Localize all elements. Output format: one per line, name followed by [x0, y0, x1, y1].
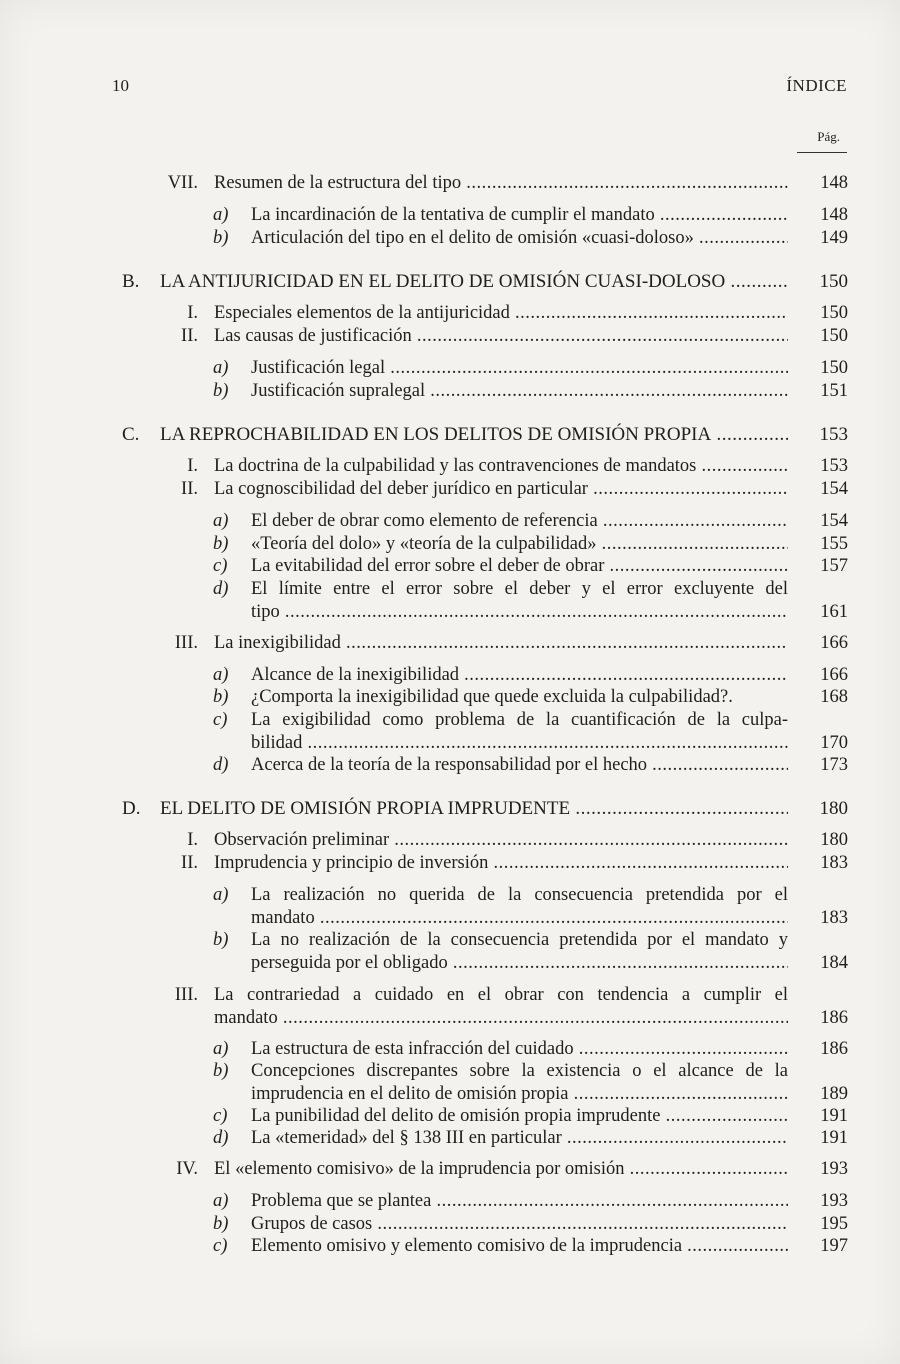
- toc-entry: [251, 601, 848, 624]
- entry-page-number: 180: [820, 830, 848, 850]
- entry-page-number: 183: [820, 853, 848, 873]
- entry-label: a): [213, 665, 229, 685]
- toc-entry: [251, 204, 848, 227]
- entry-text: LA ANTIJURICIDAD EN EL DELITO DE OMISIÓN CUASI-DOLOSO .....: [160, 270, 788, 293]
- entry-page-number: 184: [820, 953, 848, 973]
- entry-text: La inexigibilidad .....: [214, 632, 788, 655]
- toc-entry: [214, 1007, 848, 1030]
- toc-entry: [251, 357, 848, 380]
- entry-label: VII.: [167, 173, 198, 193]
- toc-entry: [251, 732, 848, 755]
- entry-page-number: 161: [820, 602, 848, 622]
- toc-entry: [160, 797, 848, 820]
- entry-label: d): [213, 755, 229, 775]
- entry-text: La incardinación de la tentativa de cumplir el mandato .....: [251, 204, 788, 227]
- entry-text-continuation: bilidad .....: [251, 732, 788, 755]
- toc-entry: [251, 686, 848, 709]
- entry-text: El límite entre el error sobre el deber y el error excluyente del: [251, 579, 788, 599]
- toc-entry: [214, 455, 848, 478]
- entry-text: ¿Comporta la inexigibilidad que quede excluida la culpabilidad?.: [251, 687, 733, 707]
- entry-page-number: 186: [820, 1008, 848, 1028]
- toc-entry: [251, 380, 848, 403]
- toc-entry: [251, 555, 848, 578]
- toc-entry: [251, 664, 848, 687]
- toc-entry: [214, 478, 848, 501]
- pag-label: Pág.: [817, 129, 840, 144]
- entry-label: b): [213, 228, 229, 248]
- toc-entry: [251, 227, 848, 250]
- entry-text: La doctrina de la culpabilidad y las contravenciones de mandatos .....: [214, 455, 788, 478]
- entry-label: b): [213, 534, 229, 554]
- entry-text-continuation: mandato .....: [251, 907, 788, 930]
- entry-text-continuation: imprudencia en el delito de omisión propia .....: [251, 1083, 788, 1106]
- toc-entry: [214, 325, 848, 348]
- toc-entry: [214, 302, 848, 325]
- entry-text-continuation: tipo .....: [251, 601, 788, 624]
- entry-text: Especiales elementos de la antijuricidad .....: [214, 302, 788, 325]
- entry-label: b): [213, 1061, 229, 1081]
- toc-entry: [251, 1105, 848, 1128]
- toc-entry: [251, 1127, 848, 1150]
- toc-entry: [214, 172, 848, 195]
- entry-text: La exigibilidad como problema de la cuantificación de la culpa-: [251, 710, 788, 730]
- entry-page-number: 151: [820, 381, 848, 401]
- entry-page-number: 191: [820, 1106, 848, 1126]
- entry-text: Observación preliminar .....: [214, 829, 788, 852]
- entry-label: III.: [174, 985, 198, 1005]
- entry-label: I.: [187, 303, 198, 323]
- entry-label: b): [213, 687, 229, 707]
- entry-text: Justificación supralegal .....: [251, 380, 788, 403]
- entry-label: a): [213, 205, 229, 225]
- entry-text: El deber de obrar como elemento de referencia .....: [251, 510, 788, 533]
- entry-text-continuation: mandato .....: [214, 1007, 788, 1030]
- toc-entry: [214, 1158, 848, 1181]
- entry-page-number: 153: [820, 456, 848, 476]
- entry-text: Acerca de la teoría de la responsabilidad por el hecho .....: [251, 754, 788, 777]
- entry-text: Las causas de justificación .....: [214, 325, 788, 348]
- entry-page-number: 153: [819, 424, 848, 445]
- entry-page-number: 148: [820, 205, 848, 225]
- entry-text: EL DELITO DE OMISIÓN PROPIA IMPRUDENTE .....: [160, 797, 788, 820]
- entry-label: d): [213, 1128, 229, 1148]
- entry-page-number: 150: [819, 271, 848, 292]
- entry-page-number: 166: [820, 665, 848, 685]
- entry-label: I.: [187, 456, 198, 476]
- entry-page-number: 191: [820, 1128, 848, 1148]
- entry-label: III.: [174, 633, 198, 653]
- entry-text: La contrariedad a cuidado en el obrar con tendencia a cumplir el: [214, 985, 788, 1005]
- entry-text: «Teoría del dolo» y «teoría de la culpabilidad» .....: [251, 533, 788, 556]
- entry-page-number: 170: [820, 733, 848, 753]
- entry-text: Alcance de la inexigibilidad .....: [251, 664, 788, 687]
- entry-label: d): [213, 579, 229, 599]
- entry-text: Resumen de la estructura del tipo .....: [214, 172, 788, 195]
- entry-text: La evitabilidad del error sobre el deber de obrar .....: [251, 555, 788, 578]
- entry-label: a): [213, 358, 229, 378]
- toc-entry: [251, 1190, 848, 1213]
- entry-text: Imprudencia y principio de inversión .....: [214, 852, 788, 875]
- entry-page-number: 197: [820, 1236, 848, 1256]
- entry-page-number: 186: [820, 1039, 848, 1059]
- entry-text: La estructura de esta infracción del cuidado .....: [251, 1038, 788, 1061]
- entry-page-number: 180: [819, 798, 848, 819]
- entry-page-number: 149: [820, 228, 848, 248]
- toc-entry: [251, 754, 848, 777]
- entry-text: La realización no querida de la consecuencia pretendida por el: [251, 885, 788, 905]
- entry-page-number: 150: [820, 326, 848, 346]
- toc-entry: [251, 1235, 848, 1258]
- entry-text: LA REPROCHABILIDAD EN LOS DELITOS DE OMISIÓN PROPIA .....: [160, 423, 788, 446]
- entry-label: C.: [122, 424, 140, 445]
- entry-text: La cognoscibilidad del deber jurídico en particular .....: [214, 478, 788, 501]
- entry-page-number: 166: [820, 633, 848, 653]
- entry-label: b): [213, 930, 229, 950]
- toc-entry: [214, 632, 848, 655]
- entry-page-number: 150: [820, 303, 848, 323]
- entry-page-number: 193: [820, 1191, 848, 1211]
- entry-label: B.: [122, 271, 140, 292]
- entry-label: b): [213, 1214, 229, 1234]
- toc-entry: [214, 852, 848, 875]
- entry-page-number: 168: [820, 687, 848, 707]
- pag-rule: [797, 152, 847, 153]
- toc-entry: [160, 270, 848, 293]
- toc-entry: [251, 510, 848, 533]
- page-number: 10: [112, 76, 129, 95]
- entry-text: Problema que se plantea .....: [251, 1190, 788, 1213]
- entry-label: a): [213, 511, 229, 531]
- entry-label: a): [213, 1191, 229, 1211]
- entry-label: b): [213, 381, 229, 401]
- toc-entry: [214, 829, 848, 852]
- entry-page-number: 148: [820, 173, 848, 193]
- entry-text-continuation: perseguida por el obligado .....: [251, 952, 788, 975]
- entry-text: La no realización de la consecuencia pretendida por el mandato y: [251, 930, 788, 950]
- entry-text: Concepciones discrepantes sobre la existencia o el alcance de la: [251, 1061, 788, 1081]
- entry-label: II.: [181, 853, 198, 873]
- toc-entry: [160, 423, 848, 446]
- entry-page-number: 183: [820, 908, 848, 928]
- entry-label: c): [213, 1106, 228, 1126]
- entry-text: Articulación del tipo en el delito de omisión «cuasi-doloso» .....: [251, 227, 788, 250]
- entry-page-number: 154: [820, 479, 848, 499]
- entry-page-number: 193: [820, 1159, 848, 1179]
- toc-entry: [251, 1083, 848, 1106]
- entry-page-number: 195: [820, 1214, 848, 1234]
- entry-label: IV.: [176, 1159, 198, 1179]
- running-head: ÍNDICE: [786, 76, 847, 95]
- entry-page-number: 173: [820, 755, 848, 775]
- entry-label: a): [213, 1039, 229, 1059]
- toc-entry: [251, 1213, 848, 1236]
- entry-text: La punibilidad del delito de omisión propia imprudente .....: [251, 1105, 788, 1128]
- entry-page-number: 155: [820, 534, 848, 554]
- entry-label: II.: [181, 479, 198, 499]
- entry-page-number: 189: [820, 1084, 848, 1104]
- entry-page-number: 157: [820, 556, 848, 576]
- entry-text: La «temeridad» del § 138 III en particular .....: [251, 1127, 788, 1150]
- entry-label: a): [213, 885, 229, 905]
- toc-entry: [251, 907, 848, 930]
- entry-text: Grupos de casos .....: [251, 1213, 788, 1236]
- entry-page-number: 154: [820, 511, 848, 531]
- entry-text: Elemento omisivo y elemento comisivo de la imprudencia .....: [251, 1235, 788, 1258]
- entry-label: c): [213, 710, 228, 730]
- entry-label: D.: [122, 798, 141, 819]
- entry-label: c): [213, 556, 228, 576]
- entry-label: c): [213, 1236, 228, 1256]
- toc-entry: [251, 533, 848, 556]
- entry-text: El «elemento comisivo» de la imprudencia por omisión .....: [214, 1158, 788, 1181]
- entry-label: I.: [187, 830, 198, 850]
- entry-label: II.: [181, 326, 198, 346]
- entry-page-number: 150: [820, 358, 848, 378]
- entry-text: Justificación legal .....: [251, 357, 788, 380]
- toc-entry: [251, 952, 848, 975]
- toc-entry: [251, 1038, 848, 1061]
